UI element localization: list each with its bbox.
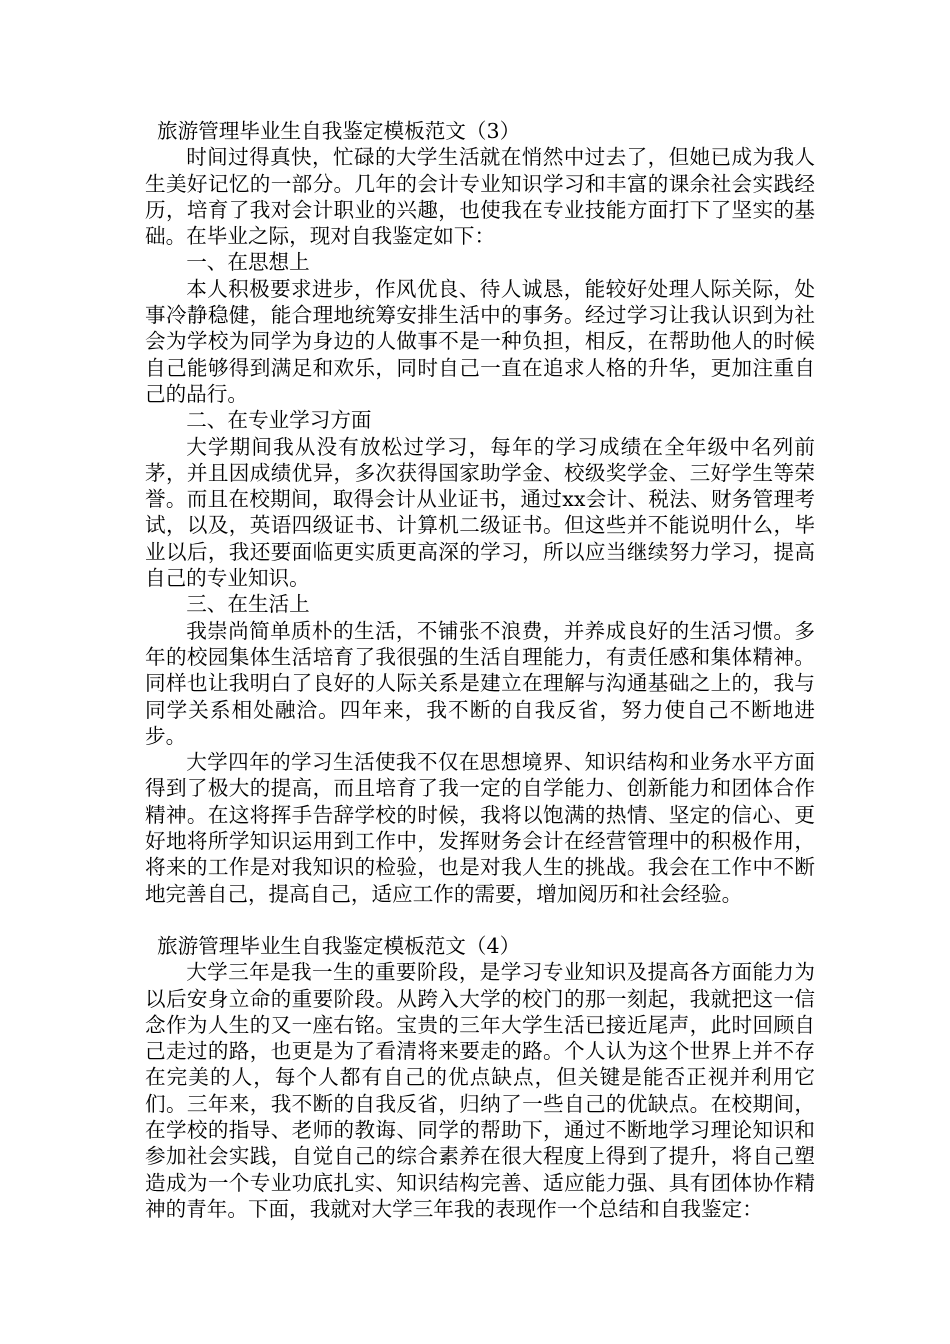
paragraph-life: 我崇尚简单质朴的生活，不铺张不浪费，并养成良好的生活习惯。多年的校园集体生活培育了我很强的生活自理能力，有责任感和集体精神。同样也让我明白了良好的人际关系是建立在理解与沟通基础之上的，我与同学关系相处融洽。四年来，我不断的自我反省，努力使自己不断地进步。 (145, 618, 815, 748)
section-title: 旅游管理毕业生自我鉴定模板范文（3） (157, 119, 521, 143)
paragraph-summary: 大学四年的学习生活使我不仅在思想境界、知识结构和业务水平方面得到了极大的提高，而且培育了我一定的自学能力、创新能力和团体合作精神。在这将挥手告辞学校的时候，我将以饱满的热情、坚定的信心、更好地将所学知识运用到工作中，发挥财务会计在经营管理中的积极作用，将来的工作是对我知识的检验，也是对我人生的挑战。我会在工作中不断地完善自己，提高自己，适应工作的需要，增加阅历和社会经验。 (145, 750, 815, 906)
subheading-study: 二、在专业学习方面 (186, 408, 372, 433)
section-3 (145, 118, 815, 907)
paragraph-study: 大学期间我从没有放松过学习，每年的学习成绩在全年级中名列前茅，并且因成绩优异，多次获得国家助学金、校级奖学金、三好学生等荣誉。而且在校期间，取得会计从业证书，通过xx会计、税法、财务管理考试，以及，英语四级证书、计算机二级证书。但这些并不能说明什么，毕业以后，我还要面临更实质更高深的学习，所以应当继续努力学习，提高自己的专业知识。 (145, 434, 815, 591)
paragraph-intro: 大学三年是我一生的重要阶段，是学习专业知识及提高各方面能力为以后安身立命的重要阶段。从跨入大学的校门的那一刻起，我就把这一信念作为人生的又一座右铭。宝贵的三年大学生活已接近尾声，此时回顾自己走过的路，也更是为了看清将来要走的路。个人认为这个世界上并不存在完美的人，每个人都有自己的优点缺点，但关键是能否正视并利用它们。三年来，我不断的自我反省，归纳了一些自己的优缺点。在校期间，在学校的指导、老师的教诲、同学的帮助下，通过不断地学习理论知识和参加社会实践，自觉自己的综合素养在很大程度上得到了提升，将自己塑造成为一个专业功底扎实、知识结构完善、适应能力强、具有团体协作精神的青年。下面，我就对大学三年我的表现作一个总结和自我鉴定： (145, 960, 815, 1221)
paragraph-thought: 本人积极要求进步，作风优良、待人诚恳，能较好处理人际关际，处事冷静稳健，能合理地统筹安排生活中的事务。经过学习让我认识到为社会为学校为同学为身边的人做事不是一种负担，相反，在帮助他人的时候自己能够得到满足和欢乐，同时自己一直在追求人格的升华，更加注重自己的品行。 (145, 276, 815, 406)
section-title: 旅游管理毕业生自我鉴定模板范文（4） (157, 933, 521, 958)
subheading-life: 三、在生活上 (186, 592, 310, 617)
section-4 (145, 933, 815, 1222)
subheading-thought: 一、在思想上 (186, 250, 310, 275)
intro-paragraph: 时间过得真快，忙碌的大学生活就在悄然中过去了，但她已成为我人生美好记忆的一部分。几年的会计专业知识学习和丰富的课余社会实践经历，培育了我对会计职业的兴趣，也使我在专业技能方面打下了坚实的基础。在毕业之际，现对自我鉴定如下： (145, 145, 815, 249)
document-page (145, 118, 815, 1222)
